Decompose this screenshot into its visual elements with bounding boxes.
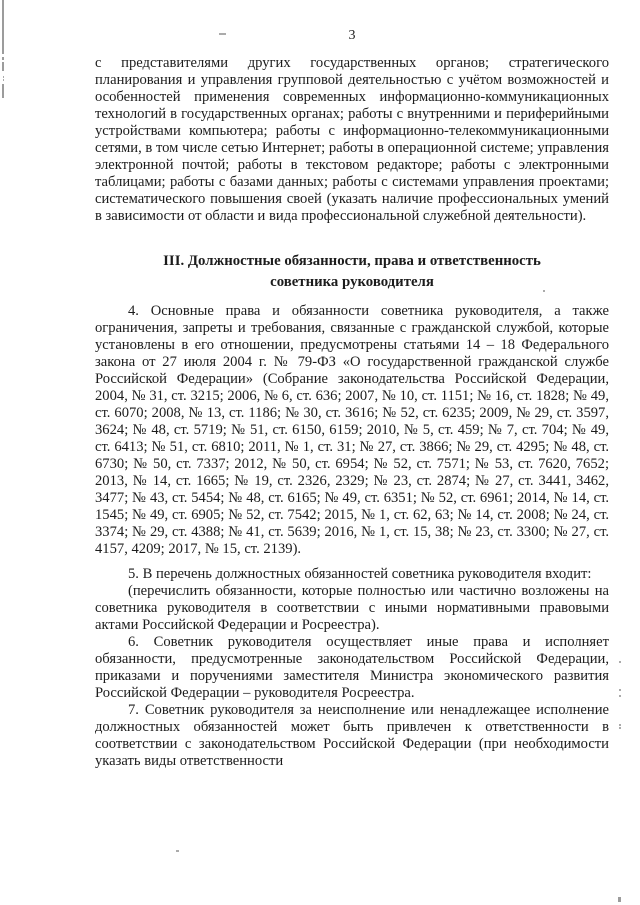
paragraph-6: 6. Советник руководителя осуществляет иные права и исполняет обязанности, предусмотренные законодательством Российской Федерации, приказами и поручениями заместителя Министра экономического развития Российской Федерации – руководителя Росреестра. xyxy=(95,634,609,701)
scan-artifact-right-speck xyxy=(618,897,621,902)
document-body xyxy=(95,55,609,770)
scan-artifact-left-line xyxy=(2,0,4,54)
continuation-paragraph: с представителями других государственных органов; стратегического планирования и управления групповой деятельностью с учётом возможностей и особенностей применения современных информационно-коммуникационных технологий в государственных органах; работы с внутренними и периферийными устройствами компьютера; работы с информационно-телекоммуникационными сетями, в том числе сетью Интернет; работы в операционной системе; управления электронной почтой; работы в текстовом редакторе; работы с электронными таблицами; работы с базами данных; работы с системами управления проектами; систематического повышения своей (указать наличие профессиональных умений в зависимости от области и вида профессиональной служебной деятельности). xyxy=(95,55,609,224)
section-heading-line-2: советника руководителя xyxy=(270,274,434,290)
paragraph-4: 4. Основные права и обязанности советника руководителя, а также ограничения, запреты и требования, связанные с гражданской службой, которые установлены в его отношении, предусмотрены статьями 14 – 18 Федерального закона от 27 июля 2004 г. № 79-ФЗ «О государственной гражданской службе Российской Федерации» (Собрание законодательства Российской Федерации, 2004, № 31, ст. 3215; 2006, № 6, ст. 636; 2007, № 10, ст. 1151; № 16, ст. 1828; № 49, ст. 6070; 2008, № 13, ст. 1186; № 30, ст. 3616; № 52, ст. 6235; 2009, № 29, ст. 3597, 3624; № 48, ст. 5719; № 51, ст. 6150, 6159; 2010, № 5, ст. 459; № 7, ст. 704; № 49, ст. 6413; № 51, ст. 6810; 2011, № 1, ст. 31; № 27, ст. 3866; № 29, ст. 4295; № 48, ст. 6730; № 50, ст. 7337; 2012, № 50, ст. 6954; № 52, ст. 7571; № 53, ст. 7620, 7652; 2013, № 14, ст. 1665; № 19, ст. 2326, 2329; № 23, ст. 2874; № 27, ст. 3441, 3462, 3477; № 43, ст. 5454; № 48, ст. 6165; № 49, ст. 6351; № 52, ст. 6961; 2014, № 14, ст. 1545; № 49, ст. 6905; № 52, ст. 7542; 2015, № 1, ст. 62, 63; № 14, ст. 2008; № 24, ст. 3374; № 29, ст. 4388; № 41, ст. 5639; 2016, № 1, ст. 15, 38; № 23, ст. 3300; № 27, ст. 4157, 4209; 2017, № 15, ст. 2139). xyxy=(95,303,609,557)
scan-artifact-left-dash xyxy=(2,57,4,60)
scan-artifact-left-segment xyxy=(2,62,4,71)
scan-artifact-speck xyxy=(176,850,179,852)
scan-artifact-right-speck xyxy=(619,689,621,691)
scan-artifact-right-speck xyxy=(619,724,621,726)
scan-artifact-right-speck xyxy=(619,695,621,697)
paragraph-5: 5. В перечень должностных обязанностей советника руководителя входит: xyxy=(128,566,592,582)
scan-artifact-left-dot xyxy=(3,79,4,81)
scan-artifact-right-speck xyxy=(619,661,621,663)
section-heading xyxy=(95,251,609,293)
scan-artifact-left-dot xyxy=(3,76,4,78)
page-number: 3 xyxy=(348,28,356,43)
section-heading-line-1: III. Должностные обязанности, права и ответственность xyxy=(163,253,541,269)
paragraph-7: 7. Советник руководителя за неисполнение или ненадлежащее исполнение должностных обязанностей может быть привлечен к ответственности в соответствии с законодательством Российской Федерации (при необходимости указать виды ответственности xyxy=(95,702,609,769)
scan-artifact-left-segment xyxy=(2,84,4,98)
paragraph-5-note: (перечислить обязанности, которые полностью или частично возложены на советника руководителя в соответствии с иными нормативными правовыми актами Российской Федерации и Росреестра). xyxy=(95,583,609,633)
scan-artifact-right-speck xyxy=(619,727,621,729)
